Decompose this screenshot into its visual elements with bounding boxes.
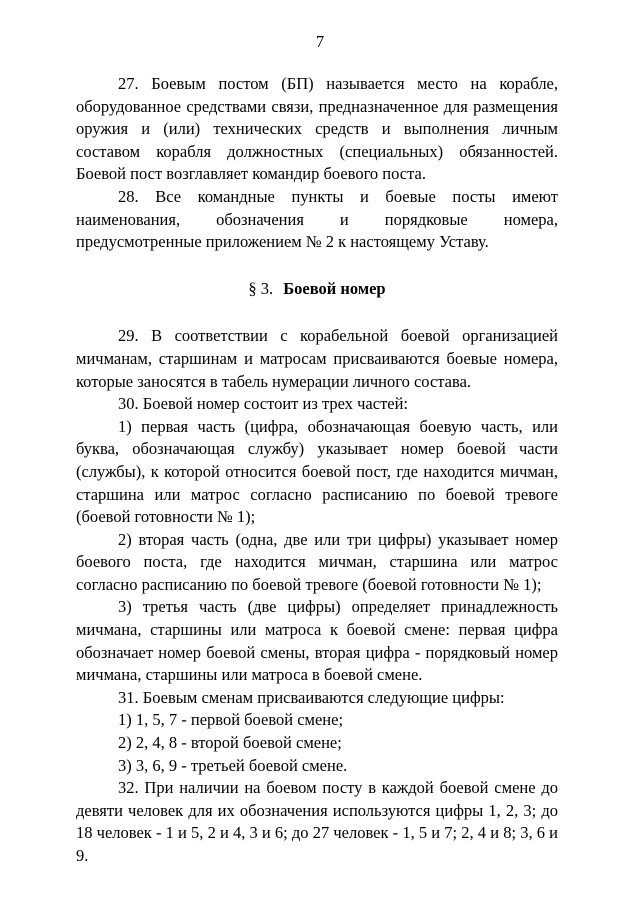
paragraph-29: 29. В соответствии с корабельной боевой организацией мичманам, старшинам и матросам присваиваются боевые номера, которые заносятся в табель нумерации личного состава.	[76, 326, 558, 391]
paragraph-30-item-1: 1) первая часть (цифра, обозначающая боевую часть, или буква, обозначающая службу) указывает номер боевой части (службы), к которой относится боевой пост, где находится мичман, старшина или матрос согласно расписанию по боевой тревоге (боевой готовности № 1);	[76, 416, 558, 527]
paragraph-31-item-2: 2) 2, 4, 8 - второй боевой смене;	[118, 733, 342, 753]
section-title: Боевой номер	[283, 278, 386, 298]
paragraph-30: 30. Боевой номер состоит из трех частей:	[118, 394, 409, 414]
paragraph-31: 31. Боевым сменам присваиваются следующие цифры:	[118, 687, 505, 707]
page-number: 7	[315, 32, 325, 51]
section-heading	[76, 278, 558, 301]
document-body	[76, 73, 558, 868]
section-number: § 3.	[248, 278, 274, 298]
paragraph-30-item-2: 2) вторая часть (одна, две или три цифры) указывает номер боевого поста, где находится мичман, старшина или матрос согласно расписанию по боевой тревоге (боевой готовности № 1);	[76, 529, 558, 594]
paragraph-28: 28. Все командные пункты и боевые посты имеют наименования, обозначения и порядковые номера, предусмотренные приложением № 2 к настоящему Уставу.	[76, 186, 558, 252]
paragraph-30-item-3: 3) третья часть (две цифры) определяет принадлежность мичмана, старшины или матроса к боевой смене: первая цифра обозначает номер боевой смены, вторая цифра - порядковый номер мичмана, старшины или матроса в боевой смене.	[76, 597, 558, 685]
paragraph-32: 32. При наличии на боевом посту в каждой боевой смене до девяти человек для их обозначения используются цифры 1, 2, 3; до 18 человек - 1 и 5, 2 и 4, 3 и 6; до 27 человек - 1, 5 и 7; 2, 4 и 8; 3, 6 и 9.	[76, 778, 558, 865]
paragraph-27: 27. Боевым постом (БП) называется место на корабле, оборудованное средствами связи, предназначенное для размещения оружия и (или) технических средств и выполнения личным составом корабля должностных (специальных) обязанностей. Боевой пост возглавляет командир боевого поста.	[76, 74, 558, 184]
paragraph-31-item-3: 3) 3, 6, 9 - третьей боевой смене.	[118, 755, 348, 775]
paragraph-31-item-1: 1) 1, 5, 7 - первой боевой смене;	[118, 710, 344, 730]
